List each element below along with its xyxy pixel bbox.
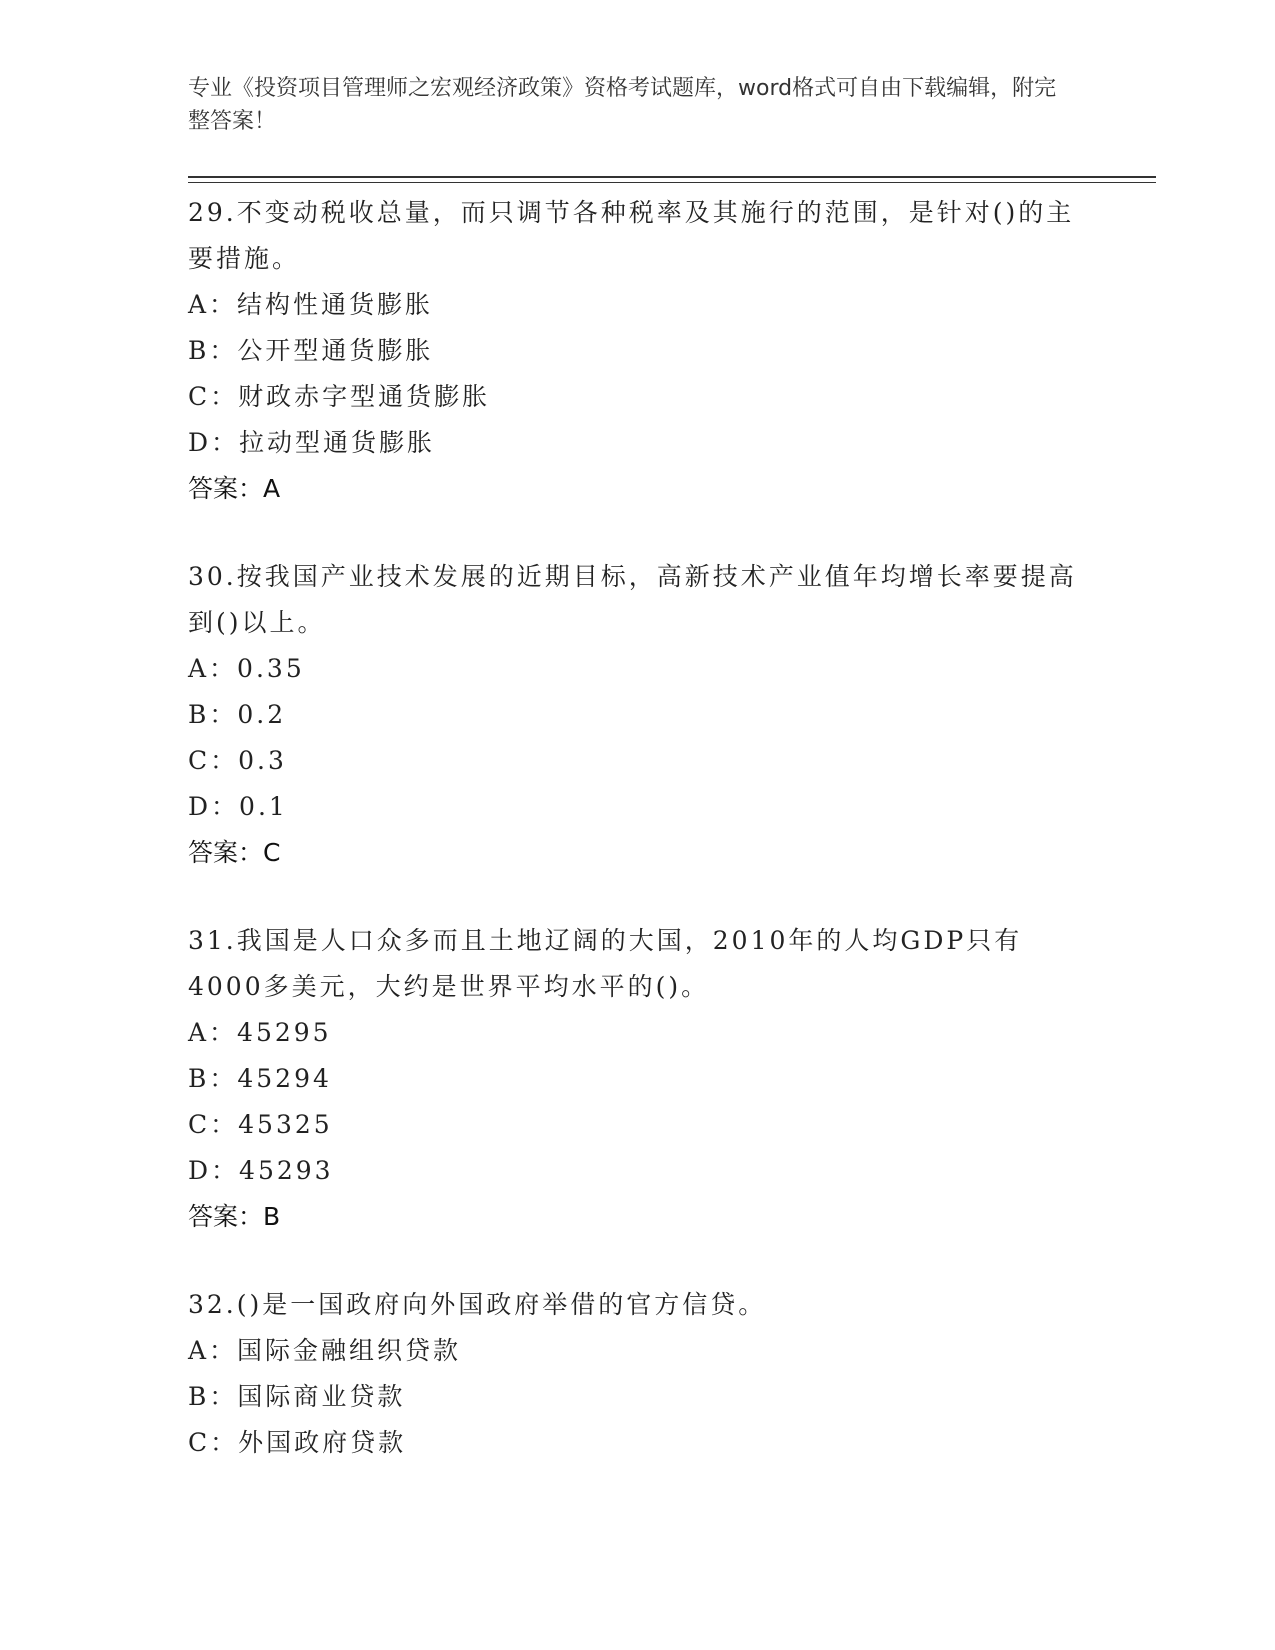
question-text: 30.按我国产业技术发展的近期目标，高新技术产业值年均增长率要提高到()以上。 — [188, 562, 1077, 637]
option-b: B：0.2 — [188, 700, 287, 729]
question-text: 29.不变动税收总量，而只调节各种税率及其施行的范围，是针对()的主要措施。 — [188, 198, 1075, 273]
question-list — [188, 190, 1088, 1466]
option-b: B：国际商业贷款 — [188, 1382, 406, 1411]
option-a: A：结构性通货膨胀 — [188, 290, 434, 319]
document-header: 专业《投资项目管理师之宏观经济政策》资格考试题库，word格式可自由下载编辑，附完整答案！ — [188, 76, 1057, 134]
answer-line: 答案：B — [188, 1202, 281, 1231]
option-c: C：财政赤字型通货膨胀 — [188, 382, 491, 411]
question-text: 31.我国是人口众多而且土地辽阔的大国，2010年的人均GDP只有4000多美元，大约是世界平均水平的()。 — [188, 926, 1023, 1001]
question-text: 32.()是一国政府向外国政府举借的官方信贷。 — [188, 1290, 767, 1319]
option-a: A：0.35 — [188, 654, 305, 683]
answer-line: 答案：C — [188, 838, 281, 867]
question-30 — [188, 554, 1088, 876]
option-c: C：45325 — [188, 1110, 333, 1139]
option-a: A：国际金融组织贷款 — [188, 1336, 462, 1365]
answer-line: 答案：A — [188, 474, 281, 503]
header-divider-thin — [188, 182, 1156, 183]
option-a: A：45295 — [188, 1018, 332, 1047]
option-d: D：0.1 — [188, 792, 288, 821]
question-31 — [188, 918, 1088, 1240]
option-d: D：45293 — [188, 1156, 334, 1185]
option-c: C：外国政府贷款 — [188, 1428, 407, 1457]
option-c: C：0.3 — [188, 746, 287, 775]
option-b: B：45294 — [188, 1064, 332, 1093]
header-divider — [188, 176, 1156, 178]
question-29 — [188, 190, 1088, 512]
option-d: D：拉动型通货膨胀 — [188, 428, 436, 457]
option-b: B：公开型通货膨胀 — [188, 336, 434, 365]
question-32 — [188, 1282, 1088, 1466]
